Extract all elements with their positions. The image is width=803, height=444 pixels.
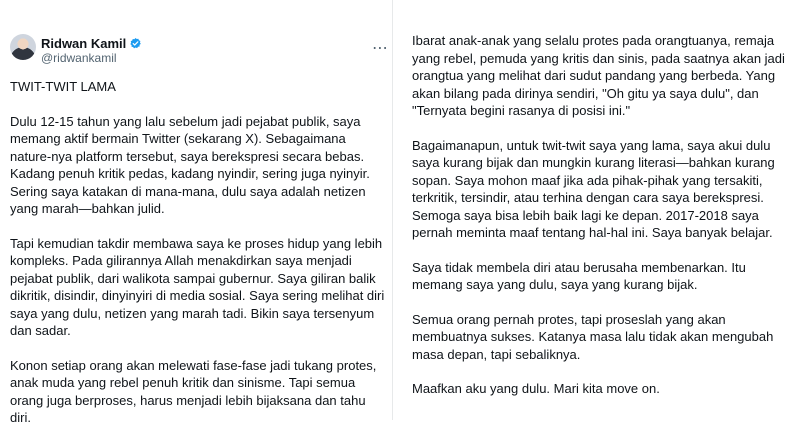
paragraph: Ibarat anak-anak yang selalu protes pada orangtuanya, remaja yang rebel, pemuda yang kritis dan sinis, pada saatnya akan jadi orangtua yang melihat dari sudut pandang yang berbeda. Yang akan bilang pada dirinya sendiri, "Oh gitu ya saya dulu", dan "Ternyata begini rasanya di posisi ini." <box>412 33 785 118</box>
verified-badge-icon <box>129 37 142 50</box>
paragraph: Maafkan aku yang dulu. Mari kita move on. <box>412 381 660 396</box>
author-name[interactable]: Ridwan Kamil <box>41 36 127 51</box>
left-post-panel <box>0 0 393 425</box>
paragraph: Semua orang pernah protes, tapi proseslah yang akan membuatnya sukses. Katanya masa lalu tidak akan mengubah masa depan, tapi sebaliknya. <box>412 311 774 362</box>
more-options-icon[interactable]: ⋯ <box>372 40 389 57</box>
paragraph: Saya tidak membela diri atau berusaha membenarkan. Itu memang saya yang dulu, saya yang kurang bijak. <box>412 259 746 292</box>
post-title: TWIT-TWIT LAMA <box>10 79 116 94</box>
avatar[interactable] <box>10 34 36 60</box>
paragraph: Dulu 12-15 tahun yang lalu sebelum jadi pejabat publik, saya memang aktif bermain Twitter (sekarang X). Sebagaimana nature-nya platform tersebut, saya berekspresi secara bebas. Kadang penuh kritik pedas, kadang nyindir, sering juga nyinyir. Sering saya katakan di mana-mana, dulu saya adalah netizen yang marah—bahkan julid. <box>10 113 370 216</box>
paragraph: Tapi kemudian takdir membawa saya ke proses hidup yang lebih kompleks. Pada gilirannya Allah menakdirkan saya menjadi pejabat publik, dari walikota sampai gubernur. Saya giliran balik dikritik, disindir, dinyinyiri di media sosial. Saya sering melihat diri saya yang dulu, netizen yang marah tadi. Bikin saya tersenyum dan sadar. <box>10 235 385 338</box>
post-header <box>10 34 390 74</box>
post-text-left <box>10 78 388 444</box>
post-text-right <box>412 32 796 415</box>
paragraph: Bagaimanapun, untuk twit-twit saya yang lama, saya akui dulu saya kurang bijak dan mungkin kurang literasi—bahkan kurang sopan. Saya mohon maaf jika ada pihak-pihak yang tersakiti, terkritik, tersindir, atau terhina dengan cara saya berekspresi. Semoga saya bisa lebih baik lagi ke depan. 2017-2018 saya pernah meminta maaf tentang hal-hal ini. Saya banyak belajar. <box>412 137 775 240</box>
paragraph: Konon setiap orang akan melewati fase-fase jadi tukang protes, anak muda yang rebel penuh kritik dan sinisme. Tapi semua orang juga berproses, harus menjadi lebih bijaksana dan tahu diri. <box>10 357 377 425</box>
right-post-panel <box>396 0 803 420</box>
author-handle[interactable]: @ridwankamil <box>41 51 117 65</box>
